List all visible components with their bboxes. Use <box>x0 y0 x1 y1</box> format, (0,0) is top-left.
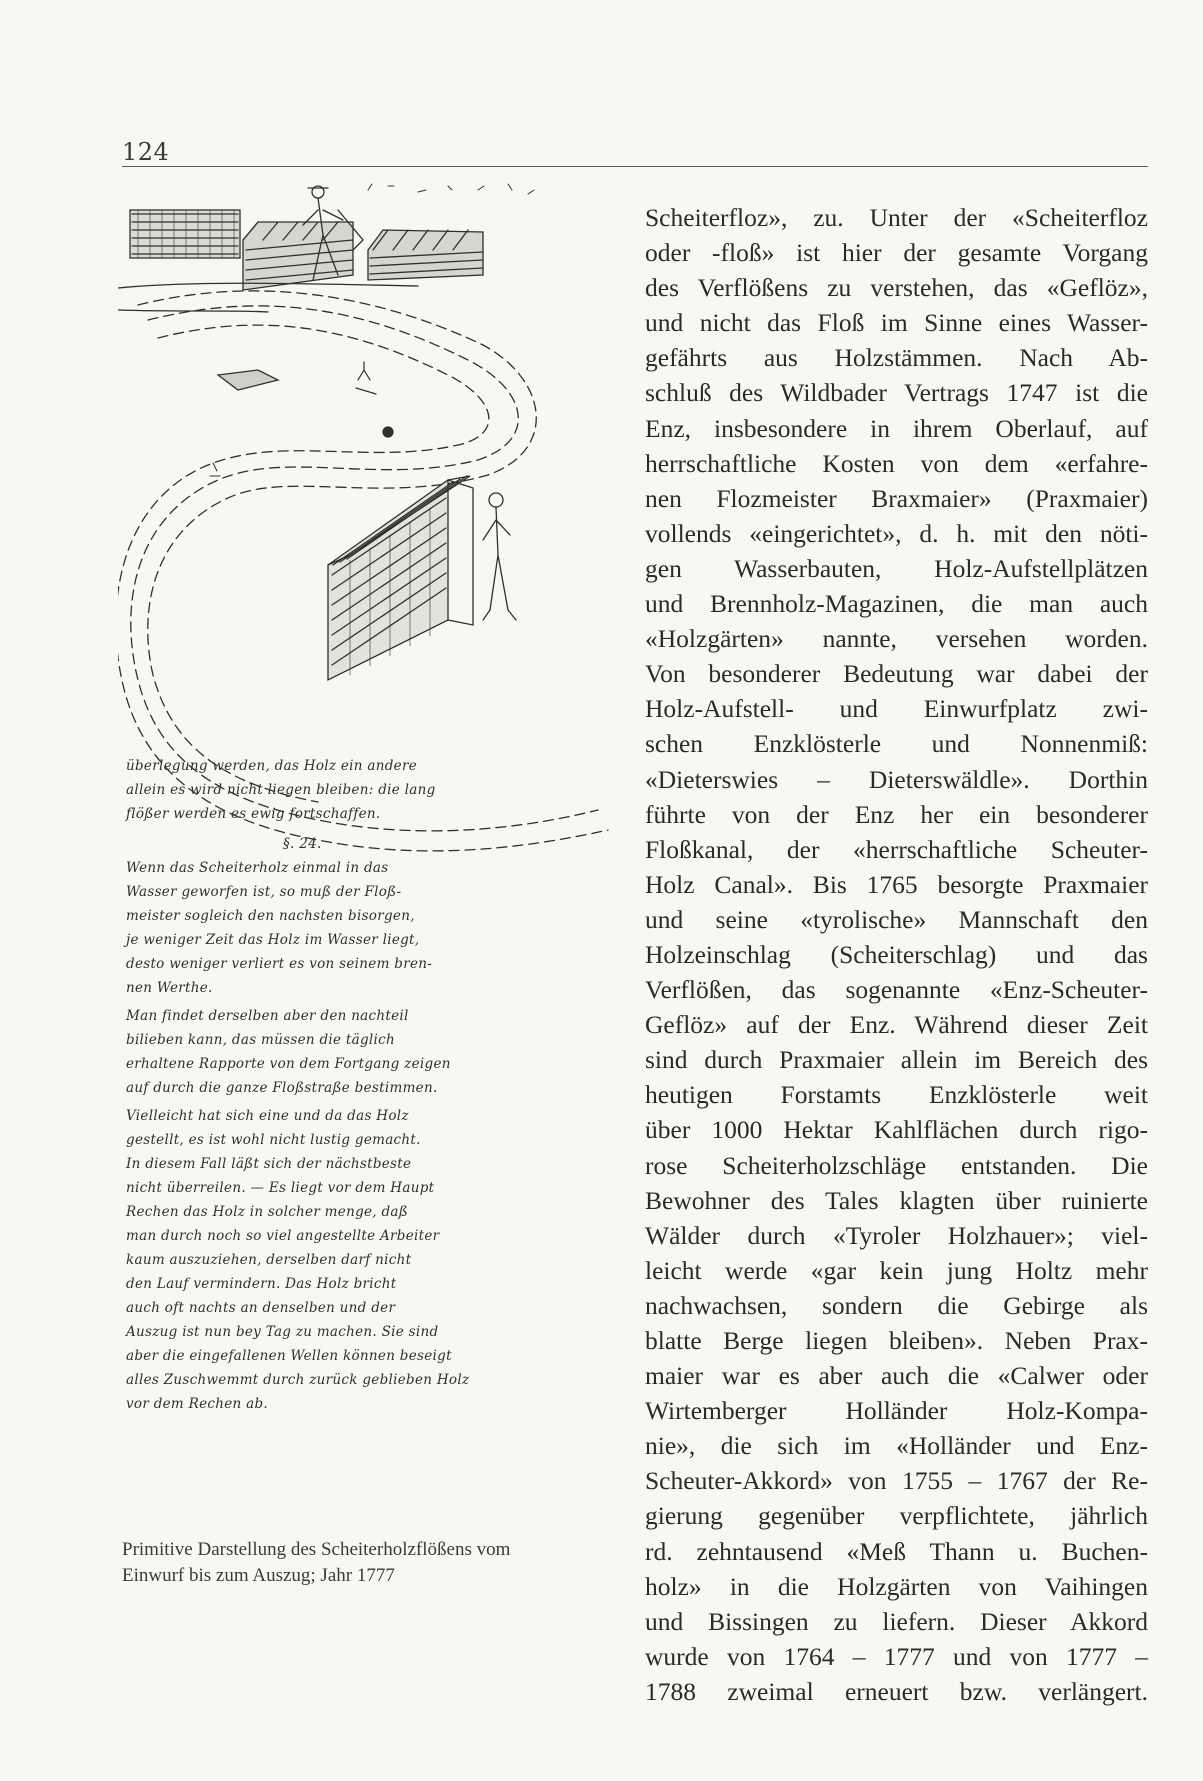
worker-figure-bottom <box>483 493 516 620</box>
body-line: «Holzgärten» nannte, versehen worden. <box>645 624 1148 654</box>
handwriting-line: auf durch die ganze Floßstraße bestimmen. <box>126 1080 438 1096</box>
body-line: schen Enzklösterle und Nonnenmiß: <box>645 729 1148 759</box>
handwriting-line: erhaltene Rapporte von dem Fortgang zeigen <box>126 1056 451 1072</box>
handwriting-line: Wenn das Scheiterholz einmal in das <box>126 860 389 876</box>
body-line: Holzeinschlag (Scheiterschlag) und das <box>645 939 1148 969</box>
figure-caption <box>122 1537 642 1589</box>
body-line: leicht werde «gar kein jung Holtz mehr <box>645 1255 1148 1285</box>
handwriting-line: In diesem Fall läßt sich der nächstbeste <box>126 1156 412 1172</box>
body-line: rd. zehntausend «Meß Thann u. Buchen- <box>645 1536 1148 1566</box>
handwriting-line: man durch noch so viel angestellte Arbeiter <box>126 1228 440 1244</box>
handwriting-line: je weniger Zeit das Holz im Wasser liegt, <box>126 932 420 948</box>
body-line: Scheuter-Akkord» von 1755 – 1767 der Re- <box>645 1466 1148 1496</box>
body-line: und seine «tyrolische» Mannschaft den <box>645 904 1148 934</box>
body-line: vollends «eingerichtet», d. h. mit den nöti- <box>645 518 1148 548</box>
body-line: Scheiterfloz», zu. Unter der «Scheiterfloz <box>645 203 1148 232</box>
handwriting-line: Auszug ist nun bey Tag zu machen. Sie sind <box>126 1324 439 1340</box>
body-line: Verflößen, das sogenannte «Enz-Scheuter- <box>645 975 1148 1005</box>
body-line: nie», die sich im «Holländer und Enz- <box>645 1431 1148 1461</box>
body-line: «Dieterswies – Dieterswäldle». Dorthin <box>645 764 1148 794</box>
handwriting-line: desto weniger verliert es von seinem bren- <box>126 956 433 972</box>
body-text-column <box>645 200 1148 1706</box>
handwriting-line: Man findet derselben aber den nachteil <box>126 1008 409 1024</box>
handwriting-line: flößer werden es ewig fortschaffen. <box>126 806 381 822</box>
historical-illustration <box>118 180 628 1520</box>
woodpile-left <box>130 210 240 258</box>
body-line: und Bissingen zu liefern. Dieser Akkord <box>645 1606 1148 1636</box>
woodpile-middle <box>243 222 353 290</box>
handwriting-line: auch oft nachts an denselben und der <box>126 1300 396 1316</box>
body-line: holz» in die Holzgärten von Vaihingen <box>645 1571 1148 1601</box>
handwriting-line: gestellt, es ist wohl nicht lustig gemacht. <box>126 1132 421 1148</box>
handwriting-line: vor dem Rechen ab. <box>126 1396 268 1412</box>
body-line: und nicht das Floß im Sinne eines Wasser- <box>645 308 1148 338</box>
handwriting-line: kaum auszuziehen, derselben darf nicht <box>126 1252 412 1268</box>
woodpile-large <box>328 476 473 680</box>
page-number: 124 <box>122 138 170 166</box>
handwriting-line: den Lauf vermindern. Das Holz bricht <box>126 1276 397 1292</box>
body-line: blatte Berge liegen bleiben». Neben Prax- <box>645 1326 1148 1355</box>
woodpile-right <box>368 230 483 280</box>
body-line: des Verflößens zu verstehen, das «Geflöz», <box>645 273 1148 303</box>
caption-line: Einwurf bis zum Auszug; Jahr 1777 <box>122 1565 395 1586</box>
body-line: oder -floß» ist hier der gesamte Vorgang <box>645 238 1148 268</box>
body-line: nen Flozmeister Braxmaier» (Praxmaier) <box>645 483 1148 513</box>
body-line: und Brennholz-Magazinen, die man auch <box>645 589 1148 619</box>
body-line: Holz-Aufstell- und Einwurfplatz zwi- <box>645 694 1148 724</box>
handwriting-line: bilieben kann, das müssen die täglich <box>126 1032 395 1048</box>
body-line: 1788 zweimal erneuert bzw. verlängert. <box>645 1676 1148 1706</box>
body-line: gen Wasserbauten, Holz-Aufstellplätzen <box>645 553 1148 583</box>
body-line: sind durch Praxmaier allein im Bereich des <box>645 1045 1148 1075</box>
body-line: gierung gegenüber verpflichtete, jährlich <box>645 1501 1148 1531</box>
body-line: Holz Canal». Bis 1765 besorgte Praxmaier <box>645 869 1148 899</box>
body-line: schluß des Wildbader Vertrags 1747 ist die <box>645 378 1148 408</box>
body-line: nachwachsen, sondern die Gebirge als <box>645 1290 1148 1320</box>
body-line: Enz, insbesondere in ihrem Oberlauf, auf <box>645 413 1148 443</box>
handwritten-text <box>123 758 470 1412</box>
body-line: herrschaftliche Kosten von dem «erfahre- <box>645 448 1148 478</box>
body-line: heutigen Forstamts Enzklösterle weit <box>645 1080 1148 1110</box>
handwriting-line: nen Werthe. <box>126 980 213 996</box>
body-line: Von besonderer Bedeutung war dabei der <box>645 659 1148 689</box>
body-line: gefährts aus Holzstämmen. Nach Ab- <box>645 343 1148 373</box>
floating-sketch <box>118 180 628 1520</box>
header-rule <box>122 166 1148 167</box>
body-line: Geflöz» auf der Enz. Während dieser Zeit <box>645 1010 1148 1040</box>
body-line: Bewohner des Tales klagten über ruinierte <box>645 1185 1148 1215</box>
handwriting-line: nicht überreilen. — Es liegt vor dem Haupt <box>126 1180 435 1196</box>
body-line: wurde von 1764 – 1777 und von 1777 – <box>645 1641 1148 1671</box>
handwriting-line: meister sogleich den nachsten bisorgen, <box>126 908 415 924</box>
handwriting-line: überlegung werden, das Holz ein andere <box>126 758 417 774</box>
body-line: Wirtemberger Holländer Holz-Kompa- <box>645 1396 1148 1426</box>
handwriting-line: Wasser geworfen ist, so muß der Floß- <box>126 884 402 900</box>
body-line: rose Scheiterholzschläge entstanden. Die <box>645 1150 1148 1180</box>
handwriting-line: allein es wird nicht liegen bleiben: die lang <box>126 782 436 798</box>
body-line: führte von der Enz her ein besonderer <box>645 799 1148 829</box>
body-line: über 1000 Hektar Kahlflächen durch rigo- <box>645 1115 1148 1145</box>
caption-line: Primitive Darstellung des Scheiterholzflößens vom <box>122 1539 511 1560</box>
handwriting-line: alles Zuschwemmt durch zurück geblieben Holz <box>126 1372 470 1388</box>
handwriting-line: Rechen das Holz in solcher menge, daß <box>126 1204 409 1220</box>
handwriting-line: aber die eingefallenen Wellen können beseigt <box>126 1348 452 1364</box>
handwriting-line: Vielleicht hat sich eine und da das Holz <box>126 1108 409 1124</box>
body-line: Wälder durch «Tyroler Holzhauer»; viel- <box>645 1220 1148 1250</box>
handwriting-line: §. 24. <box>283 836 322 852</box>
body-line: maier war es aber auch die «Calwer oder <box>645 1361 1148 1391</box>
body-line: Floßkanal, der «herrschaftliche Scheuter- <box>645 834 1148 864</box>
